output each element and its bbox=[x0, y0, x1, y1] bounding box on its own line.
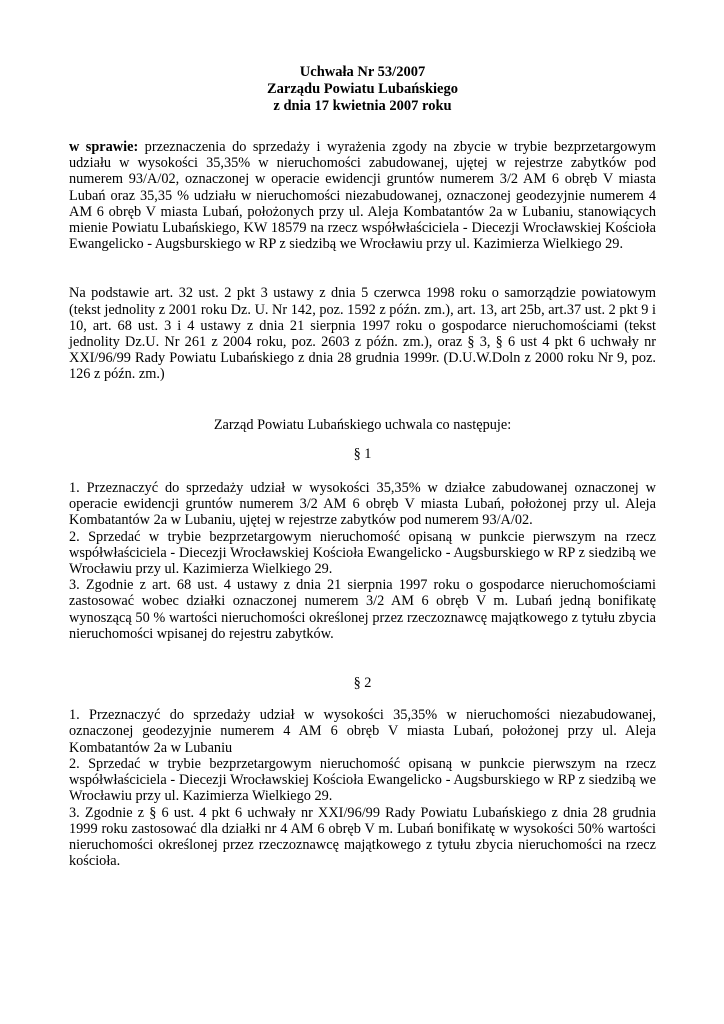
section-2-item: 3. Zgodnie z § 6 ust. 4 pkt 6 uchwały nr XXI/96/99 Rady Powiatu Lubańskiego z dnia 28 grudnia 1999 roku zastosować dla działki nr 4 AM 6 obręb V m. Lubań bonifikatę w wysokości 50% wartości nieruchomości określonej przez rzeczoznawcę majątkowego z tytułu zbycia nieruchomości na rzecz kościoła. bbox=[69, 804, 656, 870]
section-2-item: 2. Sprzedać w trybie bezprzetargowym nieruchomość opisaną w punkcie pierwszym na rzecz współwłaściciela - Diecezji Wrocławskiej Kościoła Ewangelicko - Augsburskiego w RP z siedzibą we Wrocławiu przy ul. Kazimierza Wielkiego 29. bbox=[69, 755, 656, 805]
subject-text: przeznaczenia do sprzedaży i wyrażenia zgody na zbycie w trybie bezprzetargowym udziału w wysokości 35,35% w nieruchomości zabudowanej, ujętej w rejestrze zabytków pod numerem 93/A/02, oznaczonej w operacie ewidencji gruntów numerem 3/2 AM 6 obręb V miasta Lubań oraz 35,35 % udziału w nieruchomości niezabudowanej, oznaczonej geodezyjnie numerem 4 AM 6 obręb V miasta Lubań, położonych przy ul. Aleja Kombatantów 2a w Lubaniu, stanowiących mienie Powiatu Lubańskiego, KW 18579 na rzecz współwłaściciela - Diecezji Wrocławskiej Kościoła Ewangelicko - Augsburskiego w RP z siedzibą we Wrocławiu przy ul. Kazimierza Wielkiego 29. bbox=[69, 139, 657, 253]
section-1-heading: § 1 bbox=[353, 445, 372, 462]
section-1-item: 3. Zgodnie z art. 68 ust. 4 ustawy z dnia 21 sierpnia 1997 roku o gospodarce nieruchomościami zastosować wobec działki oznaczonej numerem 3/2 AM 6 obręb V m. Lubań jedną bonifikatę wynoszącą 50 % wartości nieruchomości określonej przez rzeczoznawcę majątkowego z tytułu zbycia nieruchomości wpisanej do rejestru zabytków. bbox=[69, 577, 656, 642]
section-2-body bbox=[69, 707, 656, 869]
subject-paragraph bbox=[69, 139, 656, 252]
section-1-item: 1. Przeznaczyć do sprzedaży udział w wysokości 35,35% w działce zabudowanej oznaczonej w operacie ewidencji gruntów numerem 3/2 AM 6 obręb V miasta Lubań, położonej przy ul. Aleja Kombatantów 2a w Lubaniu, ujętej w rejestrze zabytków pod numerem 93/A/02. bbox=[69, 480, 656, 529]
title-date: z dnia 17 kwietnia 2007 roku bbox=[273, 98, 452, 114]
resolution-title bbox=[69, 64, 656, 115]
board-statement: Zarząd Powiatu Lubańskiego uchwala co następuje: bbox=[213, 416, 512, 433]
legal-basis-paragraph: Na podstawie art. 32 ust. 2 pkt 3 ustawy z dnia 5 czerwca 1998 roku o samorządzie powiatowym (tekst jednolity z 2001 roku Dz. U. Nr 142, poz. 1592 z późn. zm.), art. 13, art 25b, art.37 ust. 2 pkt 9 i 10, art. 68 ust. 3 i 4 ustawy z dnia 21 sierpnia 1997 roku o gospodarce nieruchomościami (tekst jednolity Dz.U. Nr 261 z 2004 roku, poz. 2603 z późn. zm.), oraz § 3, § 6 ust 4 pkt 6 uchwały nr XXI/96/99 Rady Powiatu Lubańskiego z dnia 28 grudnia 1999r. (D.U.W.Doln z 2000 roku Nr 9, poz. 126 z późn. zm.) bbox=[69, 285, 656, 383]
section-2-heading: § 2 bbox=[353, 675, 372, 692]
subject-label: w sprawie: bbox=[69, 139, 139, 155]
document-page bbox=[69, 64, 656, 869]
title-number: Uchwała Nr 53/2007 bbox=[299, 64, 426, 80]
section-2-item: 1. Przeznaczyć do sprzedaży udział w wysokości 35,35% w nieruchomości niezabudowanej, oznaczonej geodezyjnie numerem 4 AM 6 obręb V miasta Lubań, położonej przy ul. Aleja Kombatantów 2a w Lubaniu bbox=[69, 707, 656, 756]
section-1-item: 2. Sprzedać w trybie bezprzetargowym nieruchomość opisaną w punkcie pierwszym na rzecz współwłaściciela - Diecezji Wrocławskiej Kościoła Ewangelicko - Augsburskiego w RP z siedzibą we Wrocławiu przy ul. Kazimierza Wielkiego 29. bbox=[69, 528, 656, 578]
section-1-body bbox=[69, 480, 656, 642]
title-authority: Zarządu Powiatu Lubańskiego bbox=[267, 81, 458, 97]
